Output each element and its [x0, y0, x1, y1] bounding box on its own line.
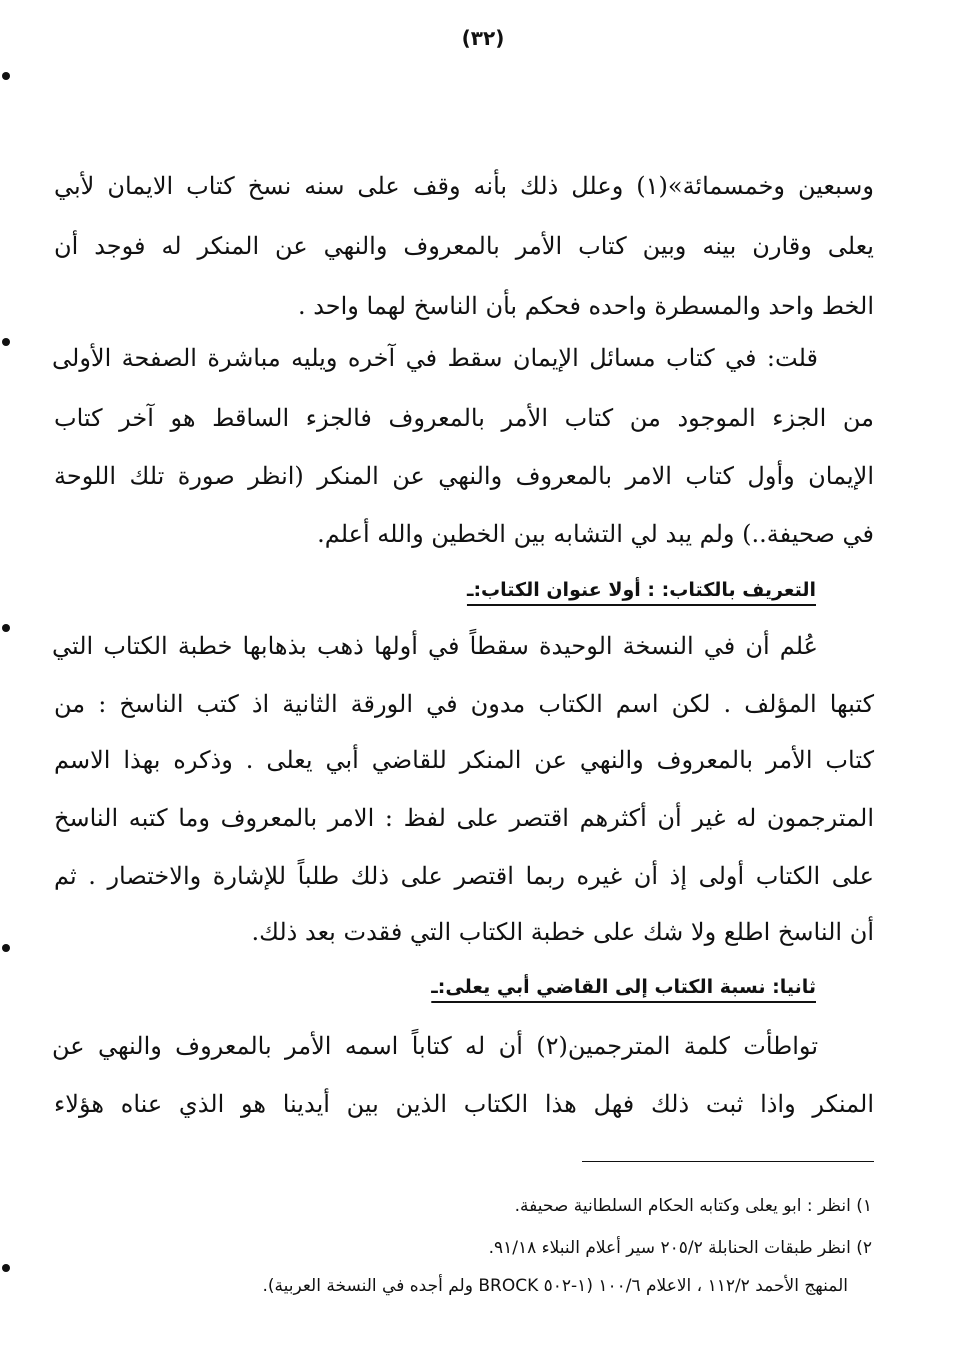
body-line: تواطأت كلمة المترجمين(٢) أن له كتاباً اسمه الأمر بالمعروف والنهي عن [52, 1032, 818, 1060]
page-number: (٣٢) [461, 26, 505, 50]
body-line: في صحيفة..) ولم يبد لي التشابه بين الخطين والله أعلم. [317, 520, 874, 548]
footnote-separator [582, 1161, 874, 1162]
section-heading: ثانيا: نسبة الكتاب إلى القاضي أبي يعلى:ـ [431, 976, 816, 998]
footnote: ١) انظر : ابو يعلى وكتابه الحكام السلطانية صحيفة. [514, 1196, 872, 1216]
footnote: المنهج الأحمد ١١٢/٢ ، الاعلام ١٠٠/٦ (١-٥٠٢ BROCK ولم أجده في النسخة العربية). [262, 1276, 848, 1296]
body-line: الإيمان وأول كتاب الامر بالمعروف والنهي عن المنكر (انظر صورة تلك اللوحة [54, 462, 874, 490]
body-line: المترجمون له غير أن أكثرهم اقتصر على لفظ : الامر بالمعروف وما كتبه الناسخ [54, 804, 874, 832]
margin-mark [2, 624, 10, 632]
body-line: الخط واحد والمسطرة واحده فحكم بأن الناسخ لهما واحد . [297, 292, 874, 320]
body-line: المنكر واذا ثبت ذلك فهل هذا الكتاب الذين بين أيدينا هو الذي عناه هؤلاء [54, 1090, 874, 1118]
section-heading: التعريف بالكتاب: : أولا عنوان الكتاب:ـ [466, 579, 816, 601]
footnote: ٢) انظر طبقات الحنابلة ٢٠٥/٢ سير أعلام النبلاء ٩١/١٨. [488, 1238, 872, 1258]
body-line: عُلم أن في النسخة الوحيدة سقطاً في أولها ذهب بذهابها خطبة الكتاب التي [52, 632, 818, 660]
margin-mark [2, 72, 10, 80]
body-line: على الكتاب أولى إذ أن غيره ربما اقتصر على ذلك طلباً للإشارة والاختصار . ثم [54, 862, 874, 890]
body-line: يعلى وقارن بينه وبين كتاب الأمر بالمعروف والنهي عن المنكر له فوجد أن [54, 232, 874, 260]
margin-mark [2, 944, 10, 952]
margin-mark [2, 338, 10, 346]
body-line: من الجزء الموجود من كتاب الأمر بالمعروف فالجزء الساقط هو آخر كتاب [54, 404, 874, 432]
body-line: أن الناسخ اطلع ولا شك على خطبة الكتاب التي فقدت بعد ذلك. [251, 918, 874, 946]
body-line: وسبعين وخمسمائة»(١) وعلل ذلك بأنه وقف على سنه نسخ كتاب الايمان لأبي [54, 172, 875, 200]
body-line: كتبها المؤلف . لكن اسم الكتاب مدون في الورقة الثانية اذ كتب الناسخ : من [54, 690, 874, 718]
body-line: كتاب الأمر بالمعروف والنهي عن المنكر للقاضي أبي يعلى . وذكره بهذا الاسم [54, 746, 874, 774]
margin-mark [2, 1264, 10, 1272]
body-line: قلت: في كتاب مسائل الإيمان سقط في آخره ويليه مباشرة الصفحة الأولى [52, 344, 818, 372]
